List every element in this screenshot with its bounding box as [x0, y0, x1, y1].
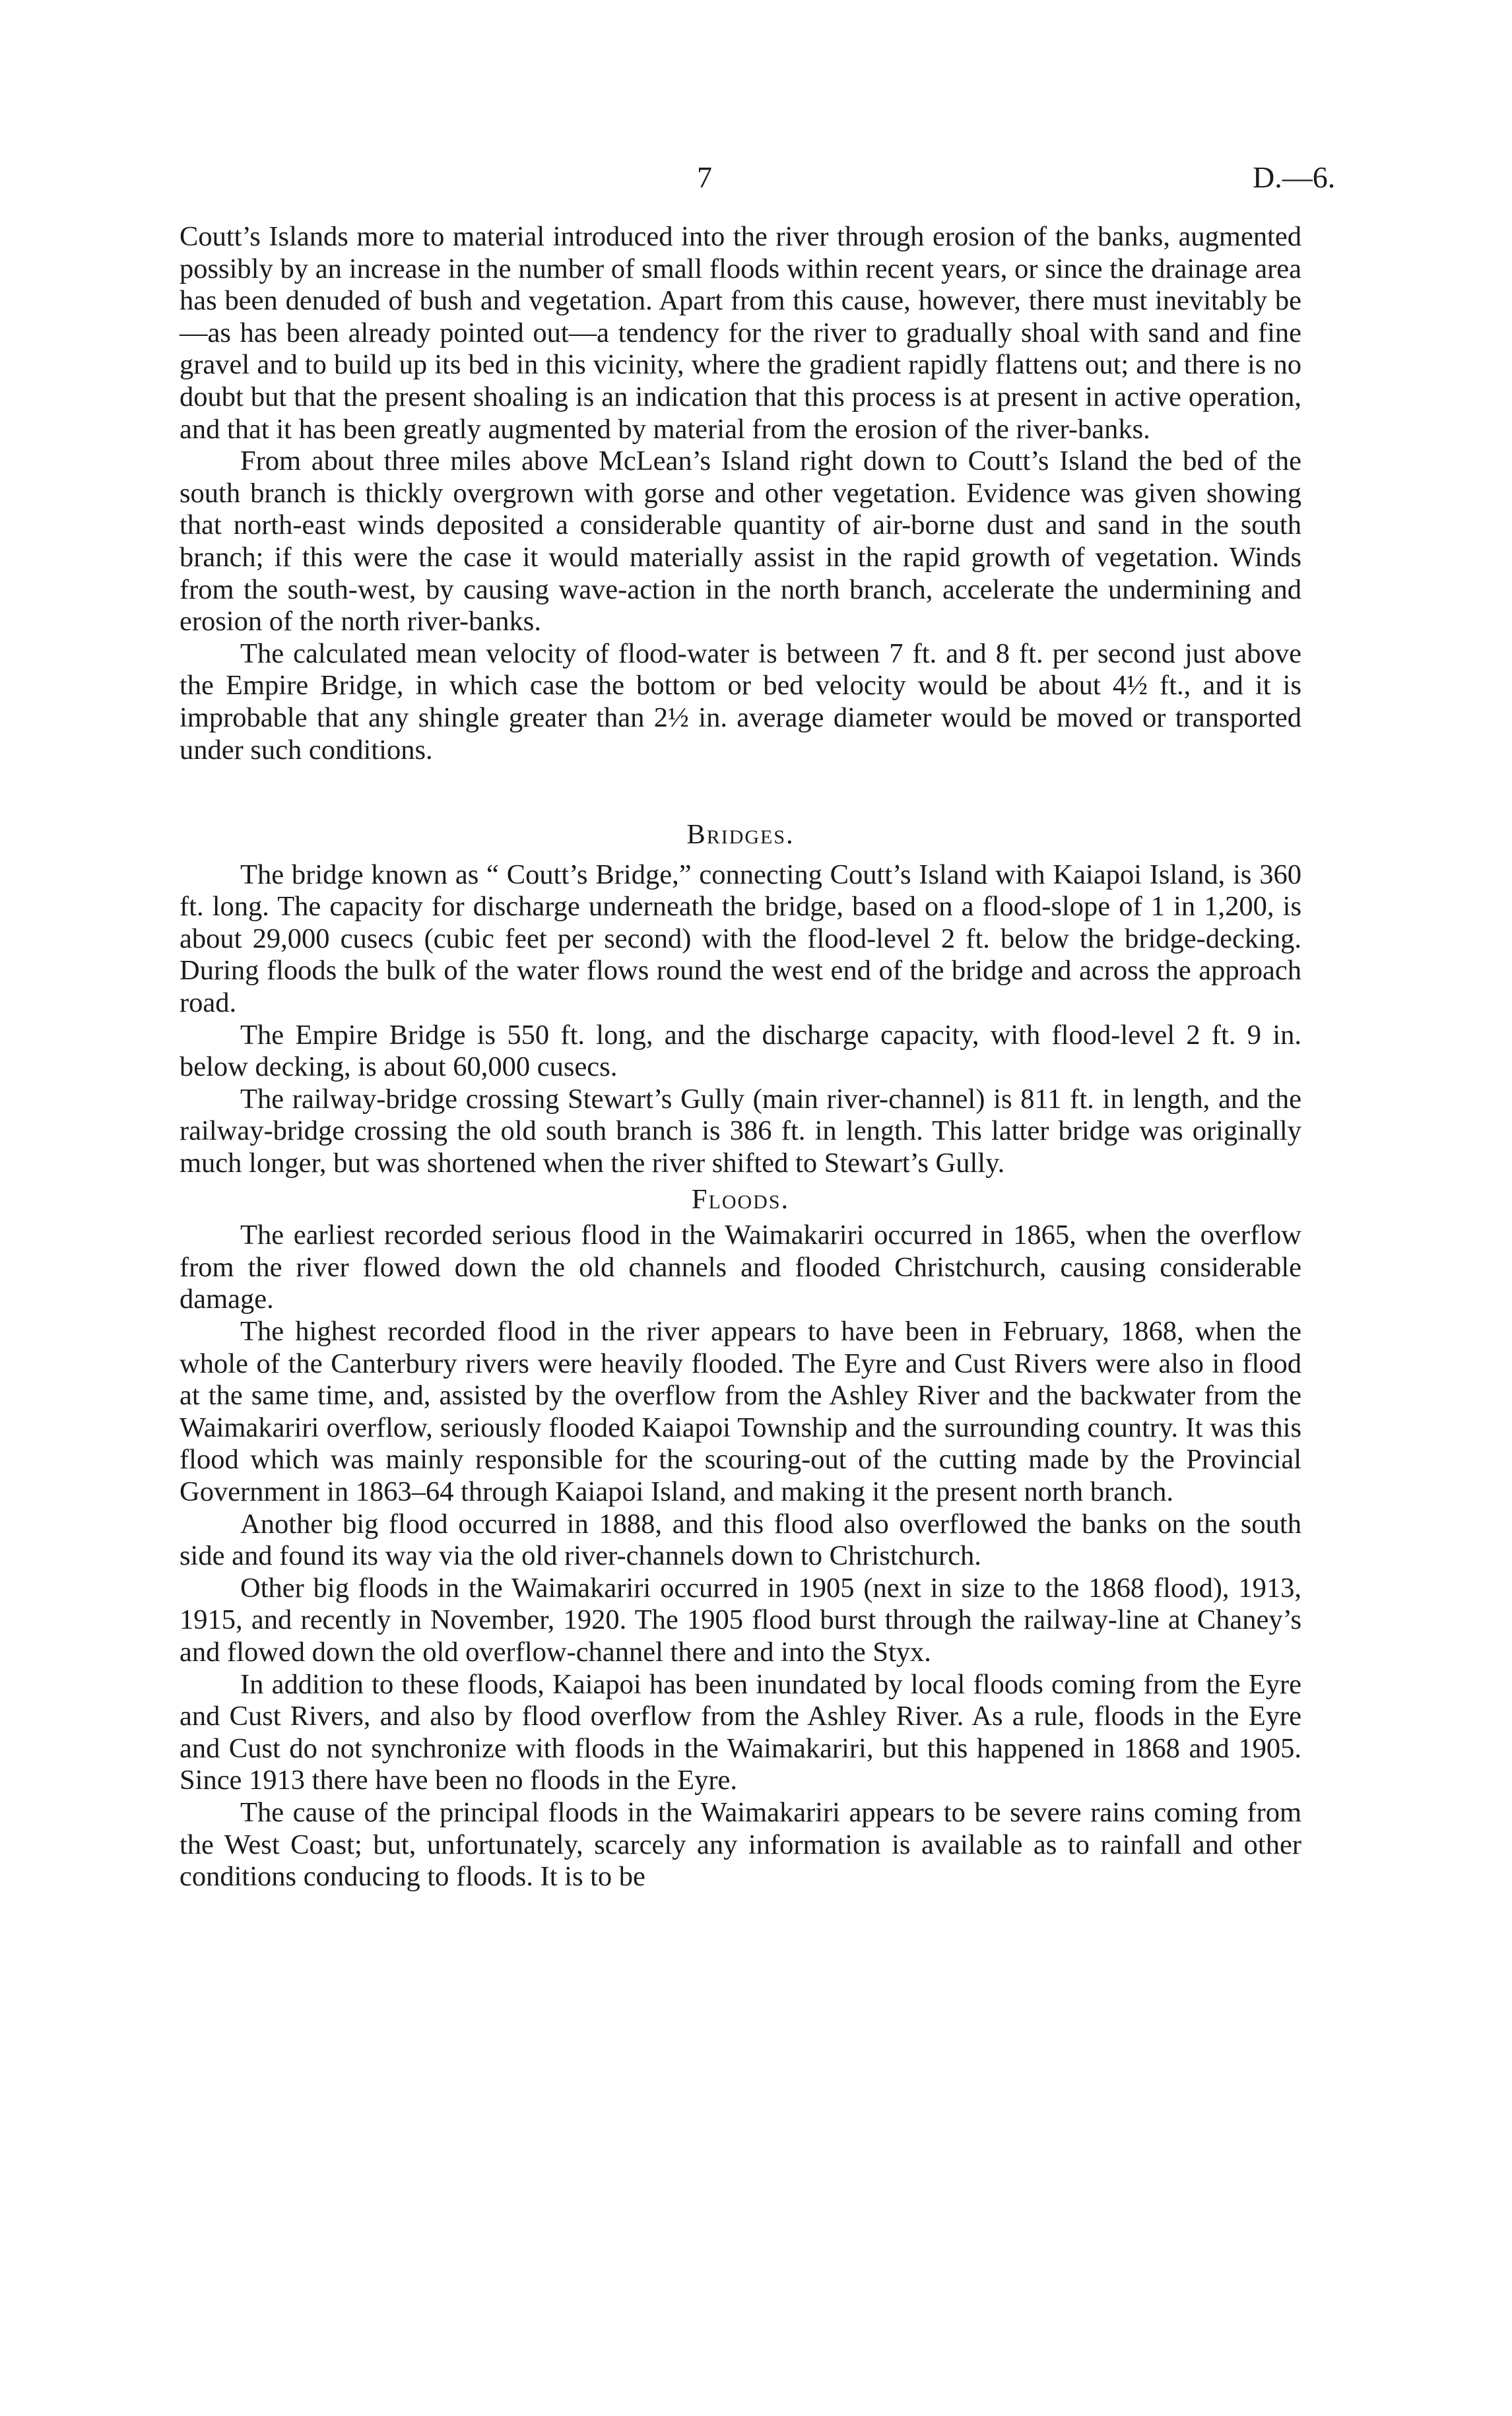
- report-code: D.—6.: [1253, 160, 1336, 194]
- paragraph-floods-1905-1920: Other big floods in the Waimakariri occurred in 1905 (next in size to the 1868 flood), 1913, 1915, and recently in November, 1920. The 1905 flood burst through the railway-line at Chaney’s and flowed down the old overflow-channel there and into the Styx.: [180, 1572, 1301, 1668]
- page-header: [0, 160, 1512, 206]
- paragraph-local-floods: In addition to these floods, Kaiapoi has been inundated by local floods coming from the Eyre and Cust Rivers, and also by flood overflow from the Ashley River. As a rule, floods in the Eyre and Cust do not synchronize with floods in the Waimakariri, but this happened in 1868 and 1905. Since 1913 there have been no floods in the Eyre.: [180, 1668, 1301, 1796]
- section-heading-bridges: Bridges.: [686, 819, 795, 851]
- paragraph-empire-bridge: The Empire Bridge is 550 ft. long, and the discharge capacity, with flood-level 2 ft. 9 in. below decking, is about 60,000 cusecs.: [180, 1019, 1301, 1083]
- paragraph-railway-bridge: The railway-bridge crossing Stewart’s Gully (main river-channel) is 811 ft. in length, and the railway-bridge crossing the old south branch is 386 ft. in length. This latter bridge was originally much longer, but was shortened when the river shifted to Stewart’s Gully.: [180, 1083, 1301, 1179]
- paragraph-flood-1888: Another big flood occurred in 1888, and this flood also overflowed the banks on the south side and found its way via the old river-channels down to Christchurch.: [180, 1508, 1301, 1572]
- paragraph-flood-1868: The highest recorded flood in the river appears to have been in February, 1868, when the whole of the Canterbury rivers were heavily flooded. The Eyre and Cust Rivers were also in flood at the same time, and, assisted by the overflow from the Ashley River and the backwater from the Waimakariri overflow, seriously flooded Kaiapoi Township and the surrounding country. It was this flood which was mainly responsible for the scouring-out of the cutting made by the Provincial Government in 1863–64 through Kaiapoi Island, and making it the present north branch.: [180, 1316, 1301, 1507]
- page-number: 7: [697, 160, 712, 194]
- section-heading-floods: Floods.: [691, 1183, 790, 1215]
- paragraph-velocity: The calculated mean velocity of flood-water is between 7 ft. and 8 ft. per second just above the Empire Bridge, in which case the bottom or bed velocity would be about 4½ ft., and it is improbable that any shingle greater than 2½ in. average diameter would be moved or transported under such conditions.: [180, 637, 1301, 766]
- paragraph-flood-causes: The cause of the principal floods in the Waimakariri appears to be severe rains coming from the West Coast; but, unfortunately, scarcely any information is available as to rainfall and other conditions conducing to floods. It is to be: [180, 1796, 1301, 1893]
- document-body: [180, 221, 1301, 1893]
- paragraph-flood-1865: The earliest recorded serious flood in the Waimakariri occurred in 1865, when the overflow from the river flowed down the old channels and flooded Christchurch, causing considerable damage.: [180, 1220, 1301, 1315]
- paragraph-continued: Coutt’s Islands more to material introduced into the river through erosion of the banks, augmented possibly by an increase in the number of small floods within recent years, or since the drainage area has been denuded of bush and vegetation. Apart from this cause, however, there must inevitably be—as has been already pointed out—a tendency for the river to gradually shoal with sand and fine gravel and to build up its bed in this vicinity, where the gradient rapidly flattens out; and there is no doubt but that the present shoaling is an indication that this process is at present in active operation, and that it has been greatly augmented by material from the erosion of the river-banks.: [180, 221, 1301, 445]
- paragraph-coutts-bridge: The bridge known as “ Coutt’s Bridge,” connecting Coutt’s Island with Kaiapoi Island, is 360 ft. long. The capacity for discharge underneath the bridge, based on a flood-slope of 1 in 1,200, is about 29,000 cusecs (cubic feet per second) with the flood-level 2 ft. below the bridge-decking. During floods the bulk of the water flows round the west end of the bridge and across the approach road.: [180, 859, 1301, 1019]
- paragraph-vegetation: From about three miles above McLean’s Island right down to Coutt’s Island the bed of the south branch is thickly overgrown with gorse and other vegetation. Evidence was given showing that north-east winds deposited a considerable quantity of air-borne dust and sand in the south branch; if this were the case it would materially assist in the rapid growth of vegetation. Winds from the south-west, by causing wave-action in the north branch, accelerate the undermining and erosion of the north river-banks.: [180, 445, 1301, 637]
